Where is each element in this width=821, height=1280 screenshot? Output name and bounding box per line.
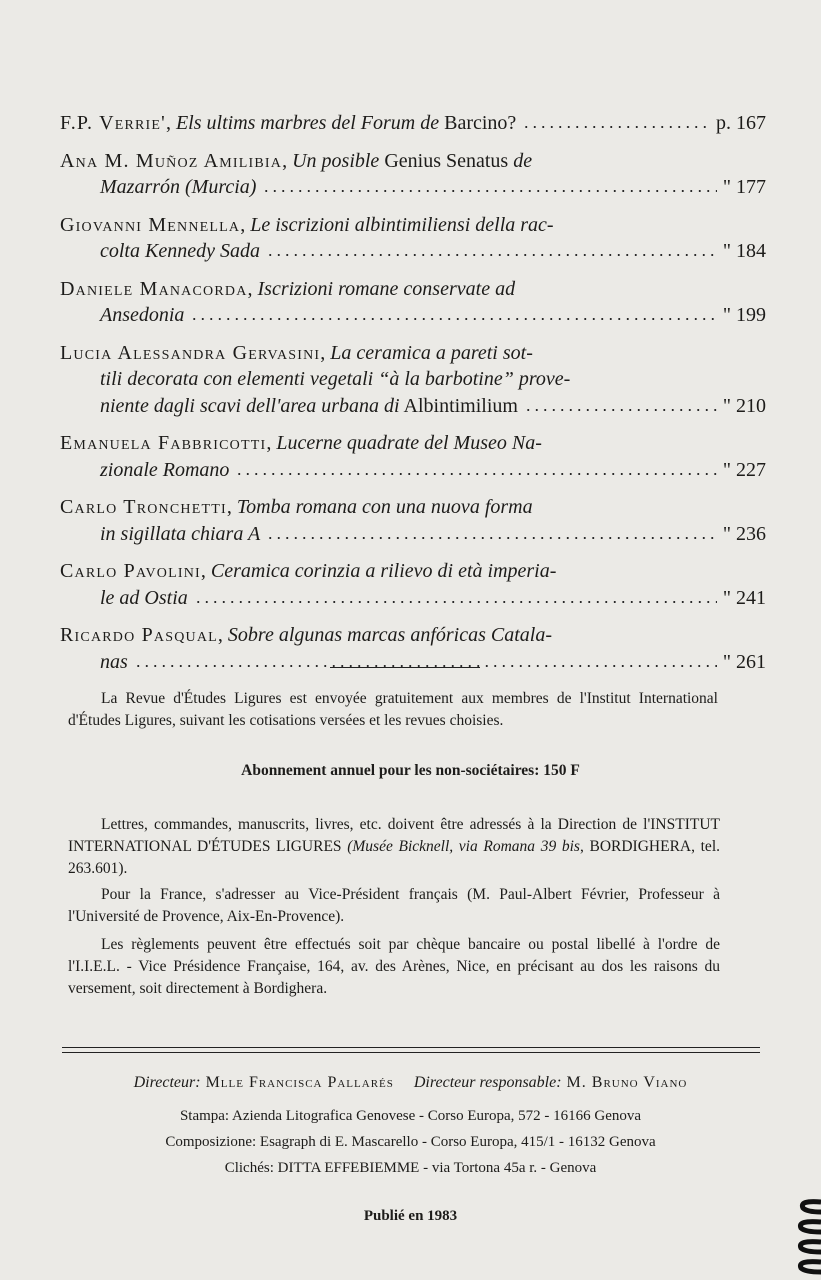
directors-line xyxy=(0,1074,821,1092)
toc-page-number: " 210 xyxy=(722,394,766,417)
toc-line xyxy=(60,649,766,676)
toc-title-segment: , xyxy=(226,496,237,518)
toc-title-segment: Genius Senatus xyxy=(379,149,514,172)
address-city: , BORDIGHERA, tel. 263.601). xyxy=(68,838,720,877)
payment-paragraph: Les règlements peuvent être effectués soit par chèque bancaire ou postal libellé à l'ordre de l'I.I.E.L. - Vice Présidence Française, 164, av. des Arènes, Nice, en précisant au dos les raisons du versement, soit directement à Bordighera. xyxy=(68,936,720,997)
toc-title-segment: , xyxy=(217,624,228,646)
toc-title-segment: , xyxy=(165,112,176,134)
toc-page-number: p. 167 xyxy=(716,112,766,134)
responsable-name: M. Bruno Viano xyxy=(561,1074,688,1091)
toc-title-segment: niente dagli scavi dell'area urbana di xyxy=(100,394,400,417)
double-rule-top xyxy=(62,1047,760,1048)
toc-author: Daniele Manacorda xyxy=(60,277,248,300)
toc-title-segment: , xyxy=(200,560,211,582)
composition-line: Composizione: Esagraph di E. Mascarello - Corso Europa, 415/1 - 16132 Genova xyxy=(165,1134,656,1150)
toc-page-number: " 236 xyxy=(722,522,766,545)
france-paragraph: Pour la France, s'adresser au Vice-Président français (M. Paul-Albert Février, Professeur à l'Université de Provence, Aix-En-Provence). xyxy=(68,886,720,925)
dot-leader xyxy=(524,408,717,412)
toc-line xyxy=(60,276,766,303)
toc-title-segment: Mazarrón (Murcia) xyxy=(100,176,257,198)
toc-page-number: " 177 xyxy=(722,176,766,198)
toc-title-segment: Sobre algunas marcas anfóricas Catala- xyxy=(227,624,552,646)
toc-entry xyxy=(60,340,766,420)
dot-leader xyxy=(266,536,717,540)
toc-title-segment: , xyxy=(240,213,251,236)
toc-title-segment: de xyxy=(513,149,533,172)
dot-leader xyxy=(262,189,716,193)
toc-author: F.P. Verrie' xyxy=(60,112,166,134)
toc-title-segment: nas xyxy=(100,650,128,673)
toc-title-segment: Barcino? xyxy=(439,112,517,134)
toc-line xyxy=(60,457,766,484)
dot-leader xyxy=(194,600,717,604)
toc-author: Carlo Tronchetti xyxy=(60,496,227,518)
toc-author: Emanuela Fabbricotti xyxy=(60,432,267,454)
toc-author: Ana M. Muñoz Amilibia xyxy=(60,149,283,172)
toc-title-segment: Iscrizioni romane conservate ad xyxy=(257,277,516,300)
dot-leader xyxy=(235,472,716,476)
dot-leader xyxy=(190,317,716,321)
toc-page-number: " 227 xyxy=(722,458,766,481)
address-text: Lettres, commandes, manuscrits, livres, etc. doivent être adressés à la Direction de l'INSTITUT INTERNATIONAL D'ÉTUDES LIGURES xyxy=(68,816,720,855)
subscription-price: Abonnement annuel pour les non-sociétaires: 150 F xyxy=(241,762,580,779)
toc-title-segment: Lucerne quadrate del Museo Na- xyxy=(276,432,542,454)
toc-title-segment: Albintimilium xyxy=(399,394,518,417)
toc-title-segment: Un posible xyxy=(292,149,380,172)
dot-leader xyxy=(522,125,710,129)
toc-title-segment: tili decorata con elementi vegetali “à la barbotine” prove- xyxy=(100,368,571,390)
address-museum: (Musée Bicknell, via Romana 39 bis xyxy=(347,838,580,855)
directeur-name: Mlle Francisca Pallarés xyxy=(200,1074,394,1091)
toc-page-number: " 261 xyxy=(722,650,766,673)
toc-page-number: " 241 xyxy=(722,586,766,609)
toc-page-number: " 199 xyxy=(722,304,766,326)
toc-title-segment: le ad Ostia xyxy=(100,586,188,609)
toc-line xyxy=(60,340,766,367)
directeur-label: Directeur: xyxy=(133,1074,201,1091)
table-of-contents xyxy=(60,110,766,686)
toc-line xyxy=(60,393,766,420)
spiral-binding-icon xyxy=(781,1190,821,1280)
toc-title-segment: Ceramica corinzia a rilievo di età imperia- xyxy=(210,560,557,582)
publication-year: Publié en 1983 xyxy=(363,1208,458,1224)
toc-entry xyxy=(60,212,766,265)
printer-line: Stampa: Azienda Litografica Genovese - Corso Europa, 572 - 16166 Genova xyxy=(179,1108,642,1124)
toc-title-segment: zionale Romano xyxy=(100,458,230,481)
address-paragraph xyxy=(68,814,720,880)
toc-line xyxy=(60,521,766,548)
toc-title-segment: La ceramica a pareti sot- xyxy=(330,341,533,364)
toc-title-segment: Ansedonia xyxy=(100,304,185,326)
toc-line xyxy=(60,622,766,649)
toc-line xyxy=(60,302,766,329)
toc-title-segment: , xyxy=(320,341,331,364)
toc-author: Lucia Alessandra Gervasini xyxy=(60,341,321,364)
toc-title-segment: Els ultims marbres del Forum de xyxy=(175,112,440,134)
toc-entry xyxy=(60,148,766,201)
separator-rule xyxy=(330,667,480,668)
toc-entry xyxy=(60,494,766,547)
toc-title-segment: Le iscrizioni albintimiliensi della rac- xyxy=(250,213,554,236)
toc-title-segment: , xyxy=(247,277,258,300)
toc-line xyxy=(60,174,766,201)
toc-line xyxy=(60,430,766,457)
toc-line xyxy=(60,148,766,175)
toc-entry xyxy=(60,558,766,611)
notice-paragraph: La Revue d'Études Ligures est envoyée gratuitement aux membres de l'Institut International d'Études Ligures, suivant les cotisations versées et les revues choisies. xyxy=(68,690,718,729)
double-rule-bottom xyxy=(62,1052,760,1053)
responsable-label: Directeur responsable: xyxy=(413,1074,562,1091)
toc-line xyxy=(60,238,766,265)
toc-title-segment: , xyxy=(266,432,277,454)
toc-line xyxy=(60,585,766,612)
toc-entry xyxy=(60,430,766,483)
toc-title-segment: colta Kennedy Sada xyxy=(100,240,260,262)
toc-author: Ricardo Pasqual xyxy=(60,624,218,646)
toc-title-segment: , xyxy=(282,149,293,172)
toc-author: Giovanni Mennella xyxy=(60,213,241,236)
toc-line xyxy=(60,212,766,239)
toc-page-number: " 184 xyxy=(722,240,766,262)
cliches-line: Clichés: DITTA EFFEBIEMME - via Tortona 45a r. - Genova xyxy=(224,1160,597,1176)
toc-author: Carlo Pavolini xyxy=(60,560,201,582)
toc-line xyxy=(60,558,766,585)
toc-line xyxy=(60,110,766,137)
toc-line xyxy=(60,494,766,521)
toc-line xyxy=(60,366,766,393)
dot-leader xyxy=(266,253,717,257)
toc-title-segment: Tomba romana con una nuova forma xyxy=(236,496,533,518)
toc-title-segment: in sigillata chiara A xyxy=(100,522,261,545)
toc-entry xyxy=(60,276,766,329)
toc-entry xyxy=(60,110,766,137)
